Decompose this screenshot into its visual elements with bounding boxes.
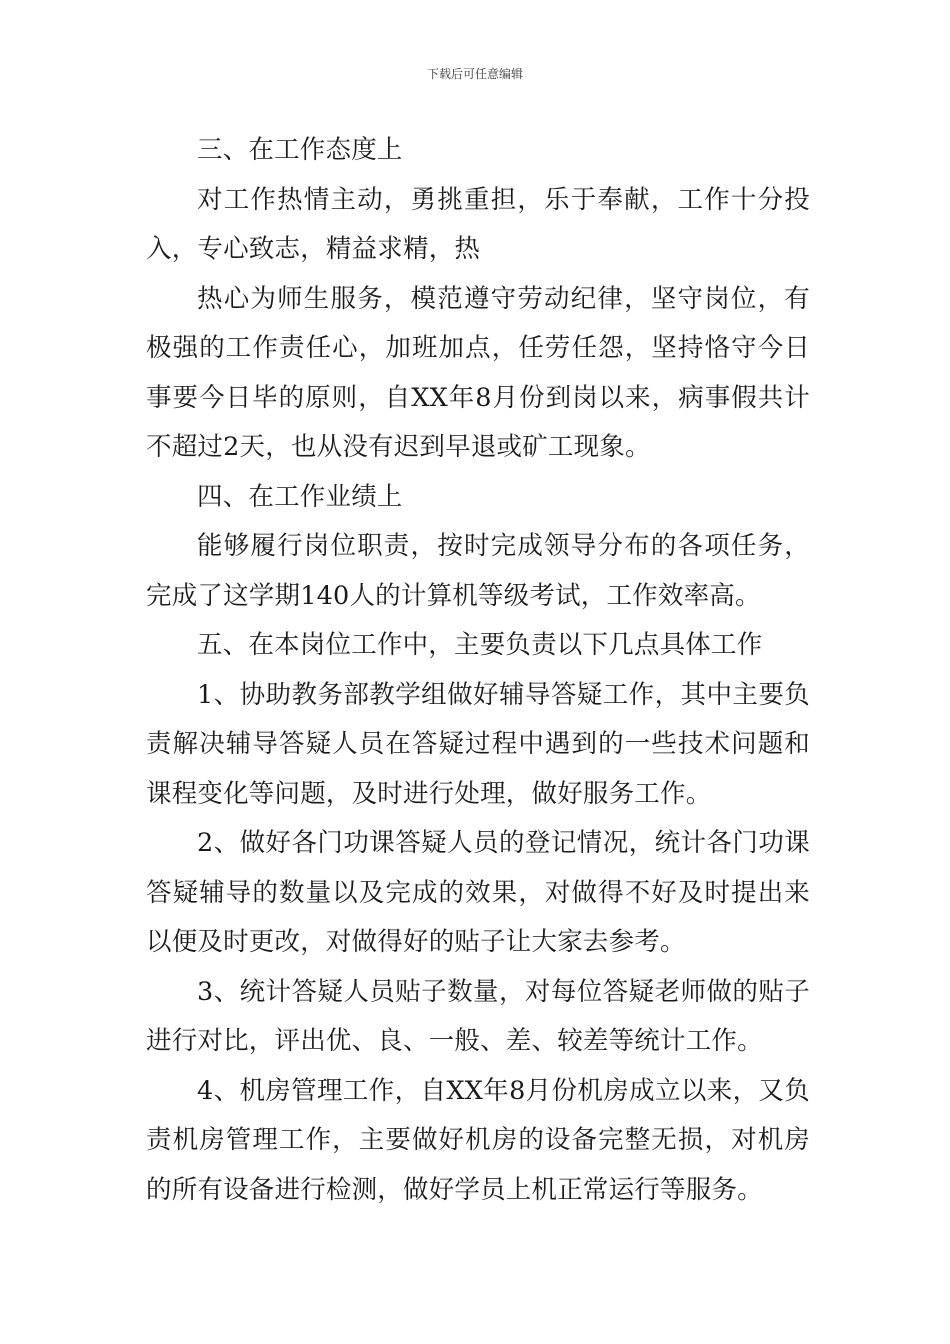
section-heading-attitude: 三、在工作态度上 [197, 135, 403, 165]
header-note: 下载后可任意编辑 [426, 67, 523, 81]
paragraph: 热心为师生服务，模范遵守劳动纪律，坚守岗位，有极强的工作责任心，加班加点，任劳任怨，坚持恪守今日事要今日毕的原则，自XX年8月份到岗以来，病事假共计不超过2天，也从没有迟到早退或矿工现象。 [146, 283, 810, 462]
section-heading-performance: 四、在工作业绩上 [197, 481, 403, 512]
list-item: 4、机房管理工作，自XX年8月份机房成立以来，又负责机房管理工作，主要做好机房的设备完整无损，对机房的所有设备进行检测，做好学员上机正常运行等服务。 [146, 1075, 810, 1205]
paragraph: 对工作热情主动，勇挑重担，乐于奉献，工作十分投入，专心致志，精益求精，热 [146, 184, 810, 264]
list-item: 3、统计答疑人员贴子数量，对每位答疑老师做的贴子进行对比，评出优、良、一般、差、较差等统计工作。 [146, 976, 810, 1056]
document-body [146, 126, 810, 1215]
paragraph: 能够履行岗位职责，按时完成领导分布的各项任务，完成了这学期140人的计算机等级考试，工作效率高。 [146, 531, 810, 611]
list-item: 2、做好各门功课答疑人员的登记情况，统计各门功课答疑辅导的数量以及完成的效果，对做得不好及时提出来以便及时更改，对做得好的贴子让大家去参考。 [146, 828, 810, 957]
section-heading-duties: 五、在本岗位工作中，主要负责以下几点具体工作 [197, 630, 763, 660]
list-item: 1、协助教务部教学组做好辅导答疑工作，其中主要负责解决辅导答疑人员在答疑过程中遇到的一些技术问题和课程变化等问题，及时进行处理，做好服务工作。 [146, 679, 810, 809]
